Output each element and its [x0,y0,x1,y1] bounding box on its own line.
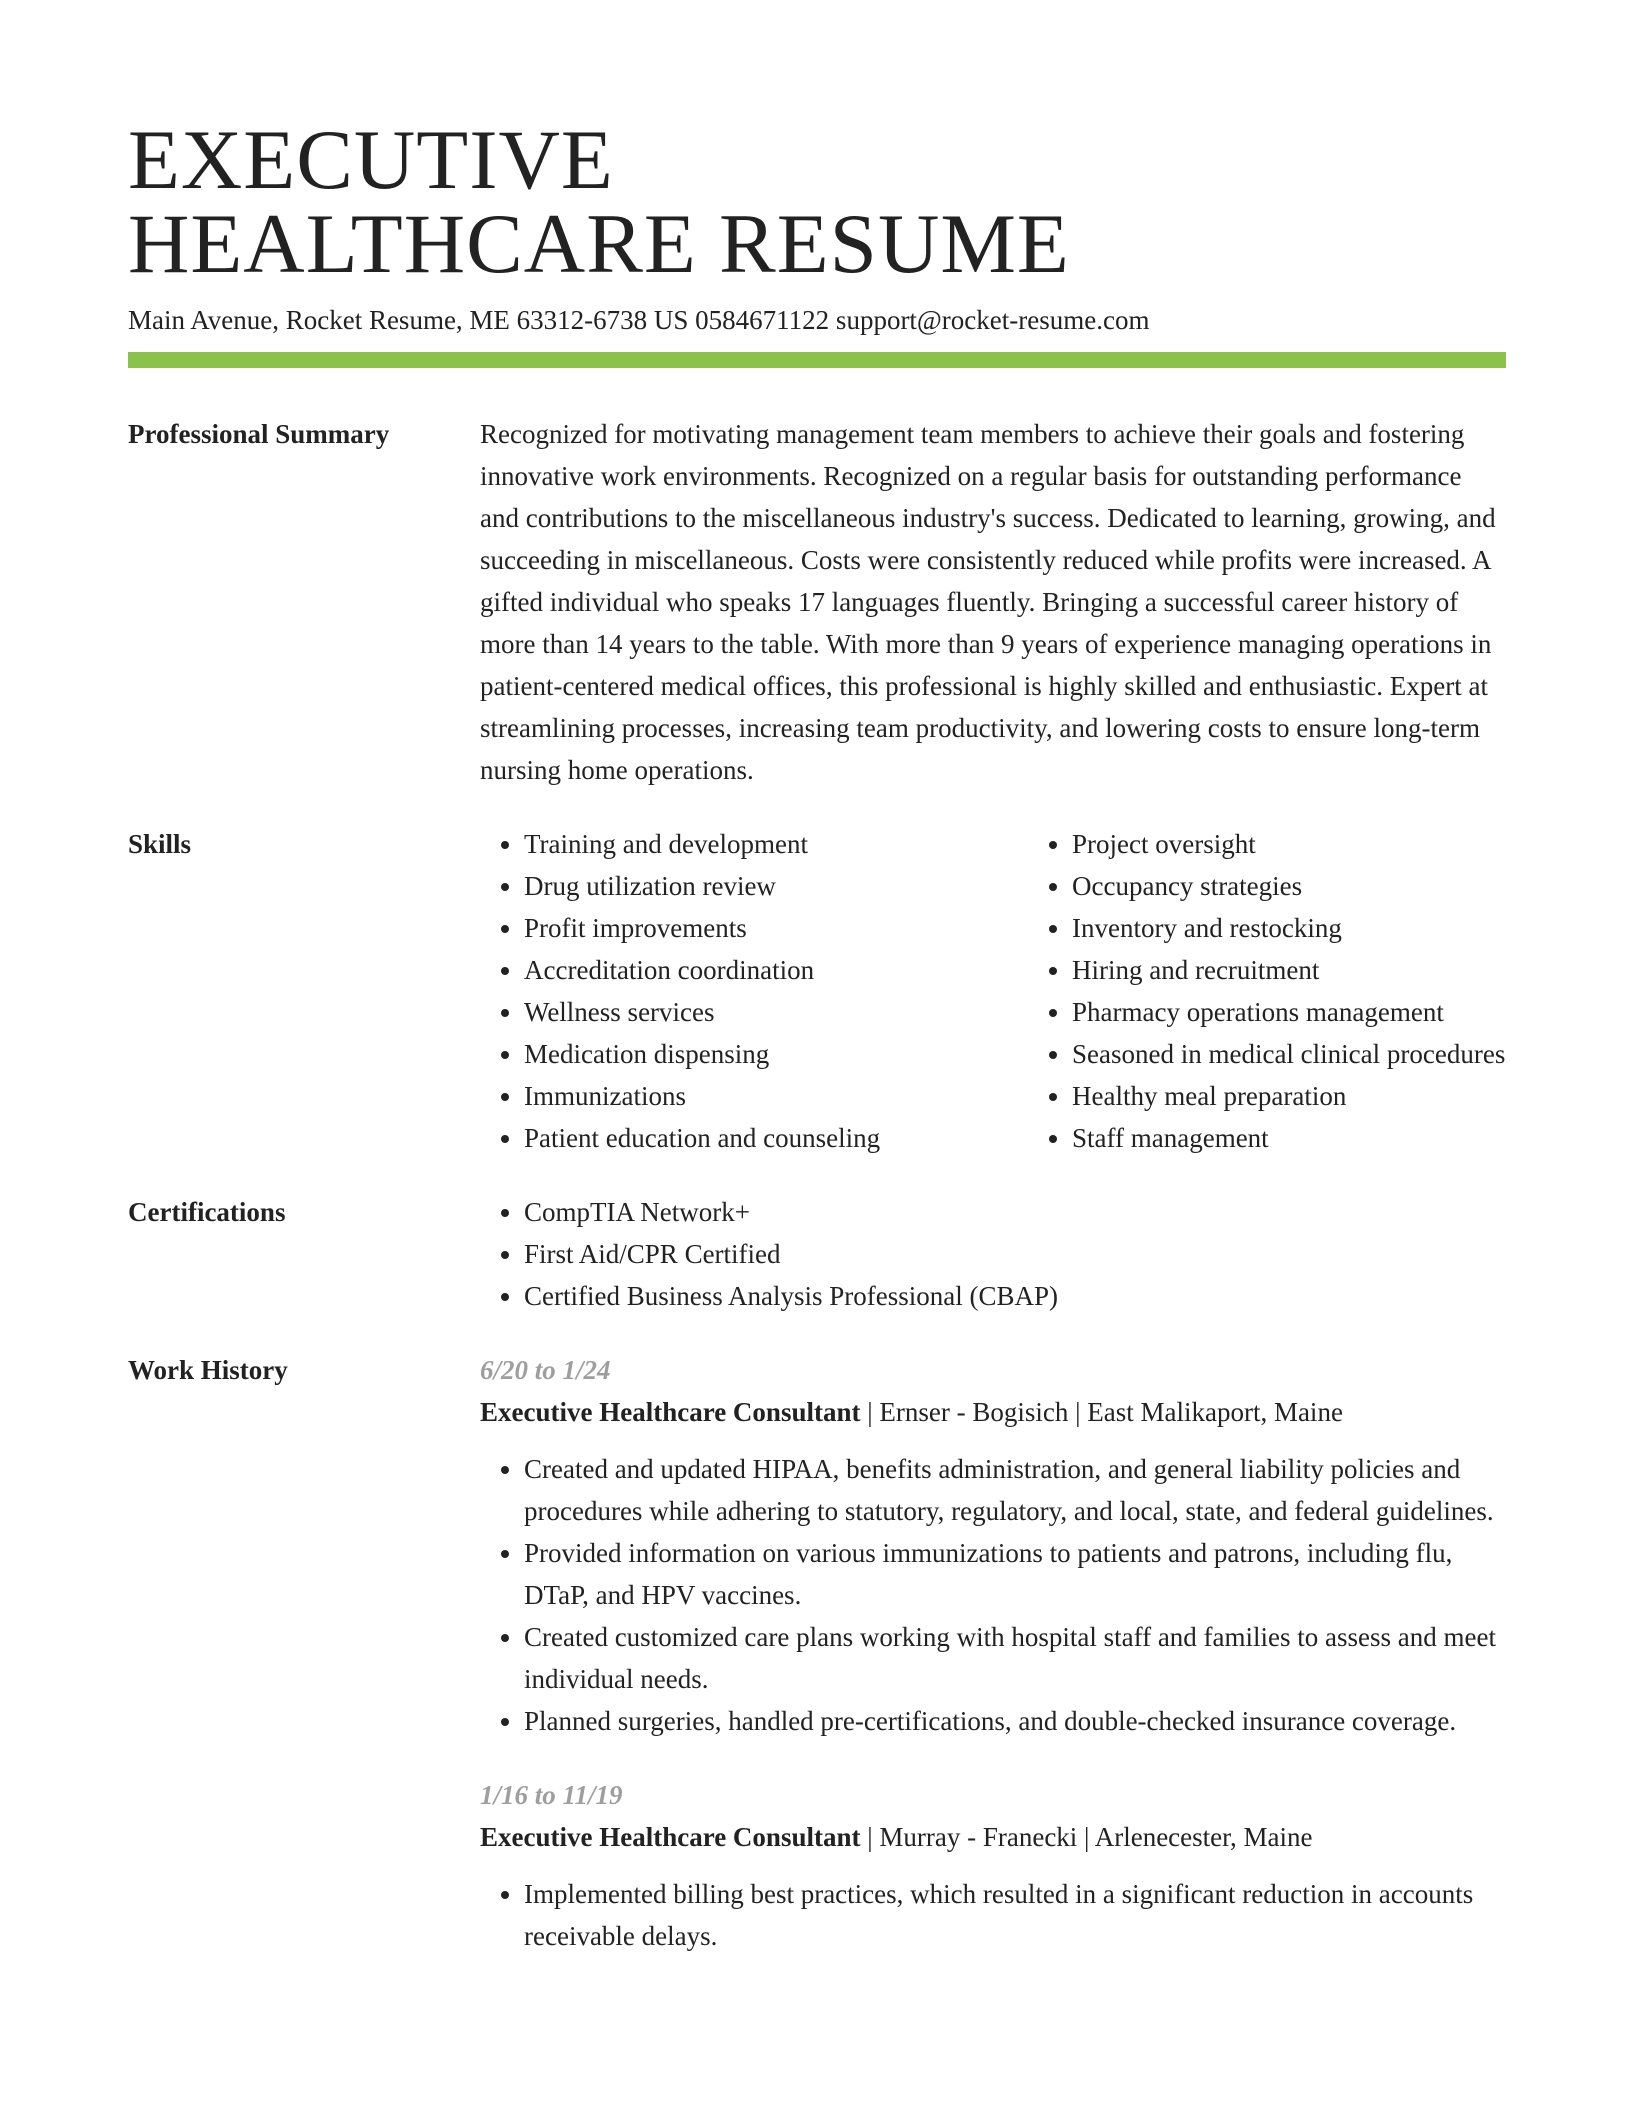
job-bullet: • Created and updated HIPAA, benefits administration, and general liability policies and procedures while adhering to statutory, regulatory, and local, state, and federal guidelines. [524,1448,1506,1532]
title-line-2: HEALTHCARE RESUME [128,197,1070,291]
job-dates: 6/20 to 1/24 [480,1355,611,1385]
skills-list-right [1028,823,1506,1159]
job-entry [480,1349,1506,1742]
skill-item: • Hiring and recruitment [1072,949,1506,991]
job-employer-location: | Ernser - Bogisich | East Malikaport, Maine [860,1397,1343,1427]
resume-title [128,113,1506,291]
job-title: Executive Healthcare Consultant [480,1397,861,1427]
job-entry [480,1774,1506,1957]
resume-page [128,113,1506,1957]
skill-item: • Medication dispensing [524,1033,1028,1075]
certifications-body [480,1191,1506,1317]
skill-item: • Occupancy strategies [1072,865,1506,907]
skill-item: • Wellness services [524,991,1028,1033]
skill-item: • Seasoned in medical clinical procedures [1072,1033,1506,1075]
skill-item: • Drug utilization review [524,865,1028,907]
certification-item: • CompTIA Network+ [524,1191,1506,1233]
skill-item: • Project oversight [1072,823,1506,865]
skill-item: • Training and development [524,823,1028,865]
skill-item: • Patient education and counseling [524,1117,1028,1159]
skill-item: • Staff management [1072,1117,1506,1159]
job-employer-location: | Murray - Franecki | Arlenecester, Maine [860,1822,1313,1852]
skill-item: • Pharmacy operations management [1072,991,1506,1033]
job-dates: 1/16 to 11/19 [480,1780,623,1810]
section-label-professional-summary: Professional Summary [128,419,390,449]
skills-section [128,823,1506,1159]
work-history-section [128,1349,1506,1957]
accent-divider [128,352,1506,368]
job-title: Executive Healthcare Consultant [480,1822,861,1852]
job-bullet: • Implemented billing best practices, which resulted in a significant reduction in accounts receivable delays. [524,1873,1506,1957]
section-label-work-history: Work History [128,1355,288,1385]
skill-item: • Healthy meal preparation [1072,1075,1506,1117]
skills-list-left [480,823,1028,1159]
skill-item: • Profit improvements [524,907,1028,949]
title-line-1: EXECUTIVE [128,113,614,207]
skill-item: • Inventory and restocking [1072,907,1506,949]
job-heading [480,1391,1506,1433]
certifications-section [128,1191,1506,1317]
job-bullet-list [480,1448,1506,1742]
skills-columns [480,823,1506,1159]
contact-line: Main Avenue, Rocket Resume, ME 63312-6738 US 0584671122 support@rocket-resume.com [128,305,1150,335]
work-history-body [480,1349,1506,1957]
job-bullet-list [480,1873,1506,1957]
section-label-skills: Skills [128,829,192,859]
certification-item: • Certified Business Analysis Professional (CBAP) [524,1275,1506,1317]
skill-item: • Accreditation coordination [524,949,1028,991]
job-heading [480,1816,1506,1858]
job-bullet: • Created customized care plans working with hospital staff and families to assess and meet individual needs. [524,1616,1506,1700]
certifications-list [480,1191,1506,1317]
certification-item: • First Aid/CPR Certified [524,1233,1506,1275]
professional-summary-text: Recognized for motivating management team members to achieve their goals and fostering innovative work environments. Recognized on a regular basis for outstanding performance and contributions to the miscellaneous industry's success. Dedicated to learning, growing, and succeeding in miscellaneous. Costs were consistently reduced while profits were increased. A gifted individual who speaks 17 languages fluently. Bringing a successful career history of more than 14 years to the table. With more than 9 years of experience managing operations in patient-centered medical offices, this professional is highly skilled and enthusiastic. Expert at streamlining processes, increasing team productivity, and lowering costs to ensure long-term nursing home operations. [480,419,1496,785]
job-bullet: • Planned surgeries, handled pre-certifications, and double-checked insurance coverage. [524,1700,1506,1742]
job-bullet: • Provided information on various immunizations to patients and patrons, including flu, DTaP, and HPV vaccines. [524,1532,1506,1616]
professional-summary-section [128,413,1506,791]
skill-item: • Immunizations [524,1075,1028,1117]
section-label-certifications: Certifications [128,1197,286,1227]
